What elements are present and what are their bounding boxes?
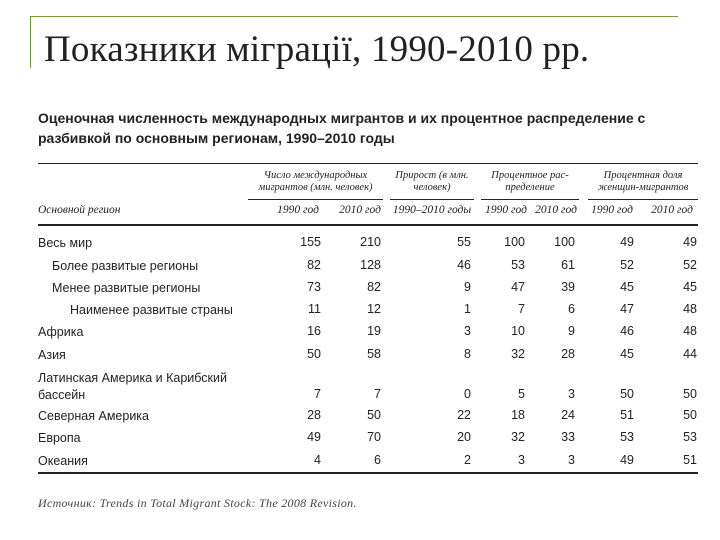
table-cell: 39 [561, 280, 575, 294]
table-cell: 32 [511, 430, 525, 444]
subheader-women-1990: 1990 год [591, 204, 633, 216]
table-cell: 52 [683, 258, 697, 272]
table-cell: 3 [464, 324, 471, 338]
table-cell: 50 [307, 347, 321, 361]
table-cell: 128 [360, 258, 381, 272]
row-label-oceania: Океания [38, 454, 88, 468]
table-cell: 210 [360, 235, 381, 249]
row-label-latin-america: Латинская Америка и Карибский бассейн [38, 371, 227, 402]
table-cell: 3 [568, 387, 575, 401]
group-header-increase: Прирост (в млн. человек) [395, 170, 469, 193]
table-cell: 9 [464, 280, 471, 294]
row-label-europe: Европа [38, 431, 81, 445]
table-cell: 22 [457, 408, 471, 422]
table-cell: 28 [561, 347, 575, 361]
table-cell: 3 [518, 453, 525, 467]
table-cell: 3 [568, 453, 575, 467]
table-cell: 44 [683, 347, 697, 361]
table-cell: 12 [367, 302, 381, 316]
row-label-more-developed: Более развитые регионы [52, 259, 199, 273]
subheader-distribution-2010: 2010 год [535, 204, 577, 216]
table-cell: 6 [568, 302, 575, 316]
table-cell: 49 [683, 235, 697, 249]
table-cell: 100 [504, 235, 525, 249]
row-label-africa: Африка [38, 325, 84, 339]
table-cell: 10 [511, 324, 525, 338]
table-cell: 49 [620, 453, 634, 467]
row-label-asia: Азия [38, 348, 66, 362]
table-cell: 50 [683, 408, 697, 422]
subheader-increase: 1990–2010 годы [392, 204, 472, 216]
group-header-migrants: Число международных мигрантов (млн. человек) [258, 170, 373, 193]
table-cell: 61 [561, 258, 575, 272]
group-underline-migrants [248, 199, 383, 200]
table-cell: 46 [457, 258, 471, 272]
decorative-line-horizontal [30, 16, 678, 17]
table-cell: 48 [683, 302, 697, 316]
table-title: Оценочная численность международных мигрантов и их процентное распределение с разбивкой по основным регионам, 1990–2010 годы [38, 110, 646, 146]
table-cell: 50 [367, 408, 381, 422]
table-cell: 46 [620, 324, 634, 338]
table-cell: 70 [367, 430, 381, 444]
table-cell: 50 [683, 387, 697, 401]
table-cell: 4 [314, 453, 321, 467]
table-cell: 2 [464, 453, 471, 467]
table-top-rule [38, 163, 698, 164]
table-cell: 82 [307, 258, 321, 272]
table-cell: 45 [620, 280, 634, 294]
table-cell: 18 [511, 408, 525, 422]
table-cell: 51 [620, 408, 634, 422]
table-cell: 1 [464, 302, 471, 316]
table-cell: 73 [307, 280, 321, 294]
table-bottom-rule [38, 472, 698, 474]
table-cell: 32 [511, 347, 525, 361]
row-label-north-america: Северная Америка [38, 409, 149, 423]
table-cell: 19 [367, 324, 381, 338]
table-cell: 100 [554, 235, 575, 249]
table-cell: 155 [300, 235, 321, 249]
group-underline-women [588, 199, 698, 200]
table-cell: 49 [307, 430, 321, 444]
table-cell: 28 [307, 408, 321, 422]
subheader-migrants-1990: 1990 год [277, 204, 319, 216]
table-cell: 9 [568, 324, 575, 338]
table-cell: 50 [620, 387, 634, 401]
source-note: Источник: Trends in Total Migrant Stock: The 2008 Revision. [38, 496, 357, 510]
table-cell: 0 [464, 387, 471, 401]
row-label-world: Весь мир [38, 236, 93, 250]
group-header-distribution: Процентное рас-пределение [491, 170, 569, 193]
group-underline-distribution [481, 199, 579, 200]
table-cell: 6 [374, 453, 381, 467]
table-cell: 5 [518, 387, 525, 401]
table-cell: 8 [464, 347, 471, 361]
slide-title: Показники міграції, 1990-2010 рр. [44, 29, 590, 70]
table-cell: 24 [561, 408, 575, 422]
row-label-less-developed: Менее развитые регионы [52, 281, 201, 295]
table-cell: 82 [367, 280, 381, 294]
table-cell: 47 [620, 302, 634, 316]
group-header-women: Процентная доля женщин-мигрантов [597, 170, 689, 193]
table-cell: 16 [307, 324, 321, 338]
table-cell: 52 [620, 258, 634, 272]
table-cell: 20 [457, 430, 471, 444]
table-cell: 7 [518, 302, 525, 316]
table-cell: 45 [683, 280, 697, 294]
table-cell: 7 [374, 387, 381, 401]
table-cell: 58 [367, 347, 381, 361]
table-cell: 33 [561, 430, 575, 444]
table-cell: 48 [683, 324, 697, 338]
table-cell: 55 [457, 235, 471, 249]
subheader-distribution-1990: 1990 год [485, 204, 527, 216]
subheader-women-2010: 2010 год [651, 204, 693, 216]
table-cell: 11 [308, 302, 321, 316]
header-bottom-rule [38, 224, 698, 226]
subheader-migrants-2010: 2010 год [339, 204, 381, 216]
table-cell: 7 [314, 387, 321, 401]
group-underline-increase [390, 199, 474, 200]
decorative-line-vertical [30, 16, 31, 68]
row-label-least-developed: Наименее развитые страны [70, 303, 233, 317]
table-cell: 47 [511, 280, 525, 294]
table-cell: 45 [620, 347, 634, 361]
table-cell: 53 [511, 258, 525, 272]
table-cell: 53 [620, 430, 634, 444]
table-cell: 51 [683, 453, 697, 467]
row-header-label: Основной регион [38, 204, 121, 216]
table-cell: 53 [683, 430, 697, 444]
table-cell: 49 [620, 235, 634, 249]
